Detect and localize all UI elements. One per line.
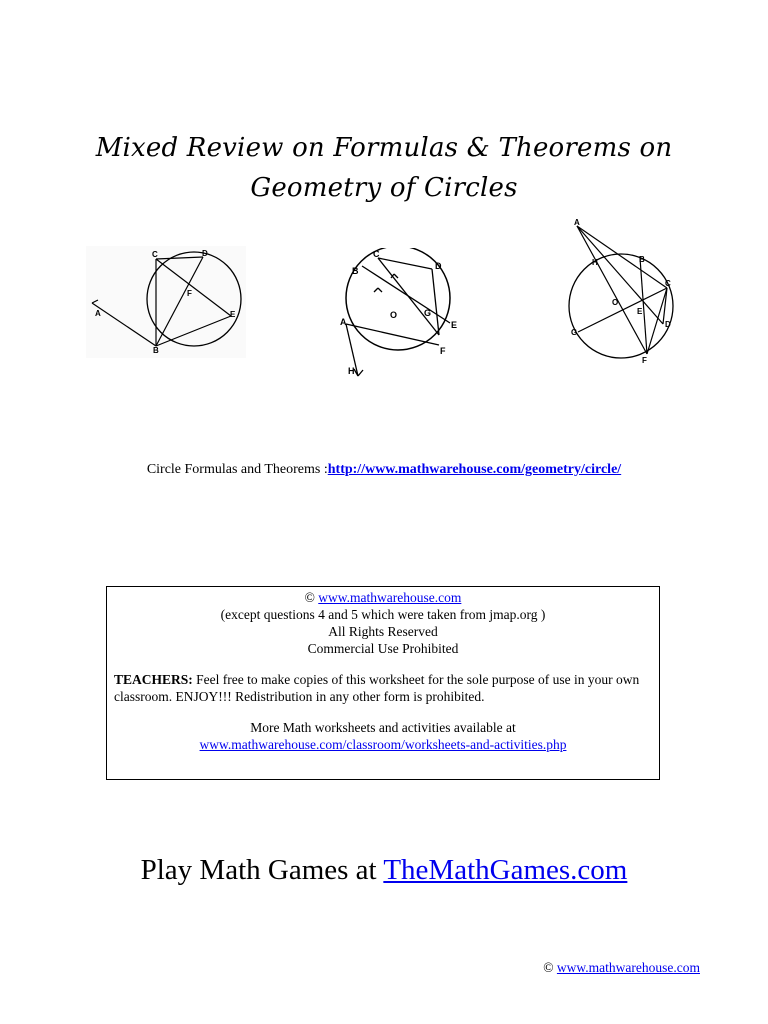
label-C: C [152,250,158,259]
site-link[interactable]: www.mathwarehouse.com [318,590,462,605]
copyright-line [107,587,659,606]
worksheets-link[interactable]: www.mathwarehouse.com/classroom/worksheets-and-activities.php [199,737,567,752]
label-G: G [571,328,578,337]
title-line-2: Geometry of Circles [250,173,518,203]
circle-diagram-3 [566,218,686,368]
circle-diagram-2 [336,248,468,384]
label-H: H [348,366,355,376]
label-A: A [340,317,347,327]
footer-link[interactable]: www.mathwarehouse.com [556,960,700,975]
label-F: F [642,356,647,365]
label-O: O [612,298,619,307]
label-F: F [187,289,192,298]
label-A: A [574,218,580,227]
more-link-line [107,736,659,753]
teachers-paragraph [114,671,659,705]
teachers-label: TEACHERS: [114,672,193,687]
rights-text: All Rights Reserved [328,624,438,639]
circle-diagram-1 [86,246,246,358]
formulas-line [0,462,768,478]
label-B: B [153,346,159,355]
more-text: More Math worksheets and activities available at [250,720,516,735]
label-D: D [665,320,671,329]
label-E: E [637,307,643,316]
exception-text: (except questions 4 and 5 which were taken from jmap.org ) [220,607,546,622]
title-line-1: Mixed Review on Formulas & Theorems on [95,133,673,163]
label-B: B [639,255,645,264]
footer-copyright-symbol: © [543,960,554,975]
label-D: D [435,261,442,271]
formulas-link[interactable]: http://www.mathwarehouse.com/geometry/circle/ [327,462,622,477]
formulas-prefix: Circle Formulas and Theorems : [146,462,328,477]
commercial-text: Commercial Use Prohibited [307,641,459,656]
notice-box [106,586,660,780]
label-C: C [665,279,671,288]
page-title [0,128,768,208]
games-link[interactable]: TheMathGames.com [383,854,628,886]
games-line [0,854,768,887]
label-A: A [95,309,101,318]
label-E: E [451,320,458,330]
label-B: B [352,266,359,276]
copyright-symbol: © [304,590,315,605]
label-D: D [202,249,208,258]
games-prefix: Play Math Games at [140,854,384,886]
footer [543,960,700,976]
label-O: O [390,310,398,320]
label-C: C [373,249,380,259]
label-H: H [592,258,598,267]
label-F: F [440,346,446,356]
label-E: E [230,310,236,319]
teachers-text: Feel free to make copies of this worksheet for the sole purpose of use in your own classroom. ENJOY!!! Redistribution in any other form is prohibited. [114,672,640,704]
label-G: G [424,308,432,318]
